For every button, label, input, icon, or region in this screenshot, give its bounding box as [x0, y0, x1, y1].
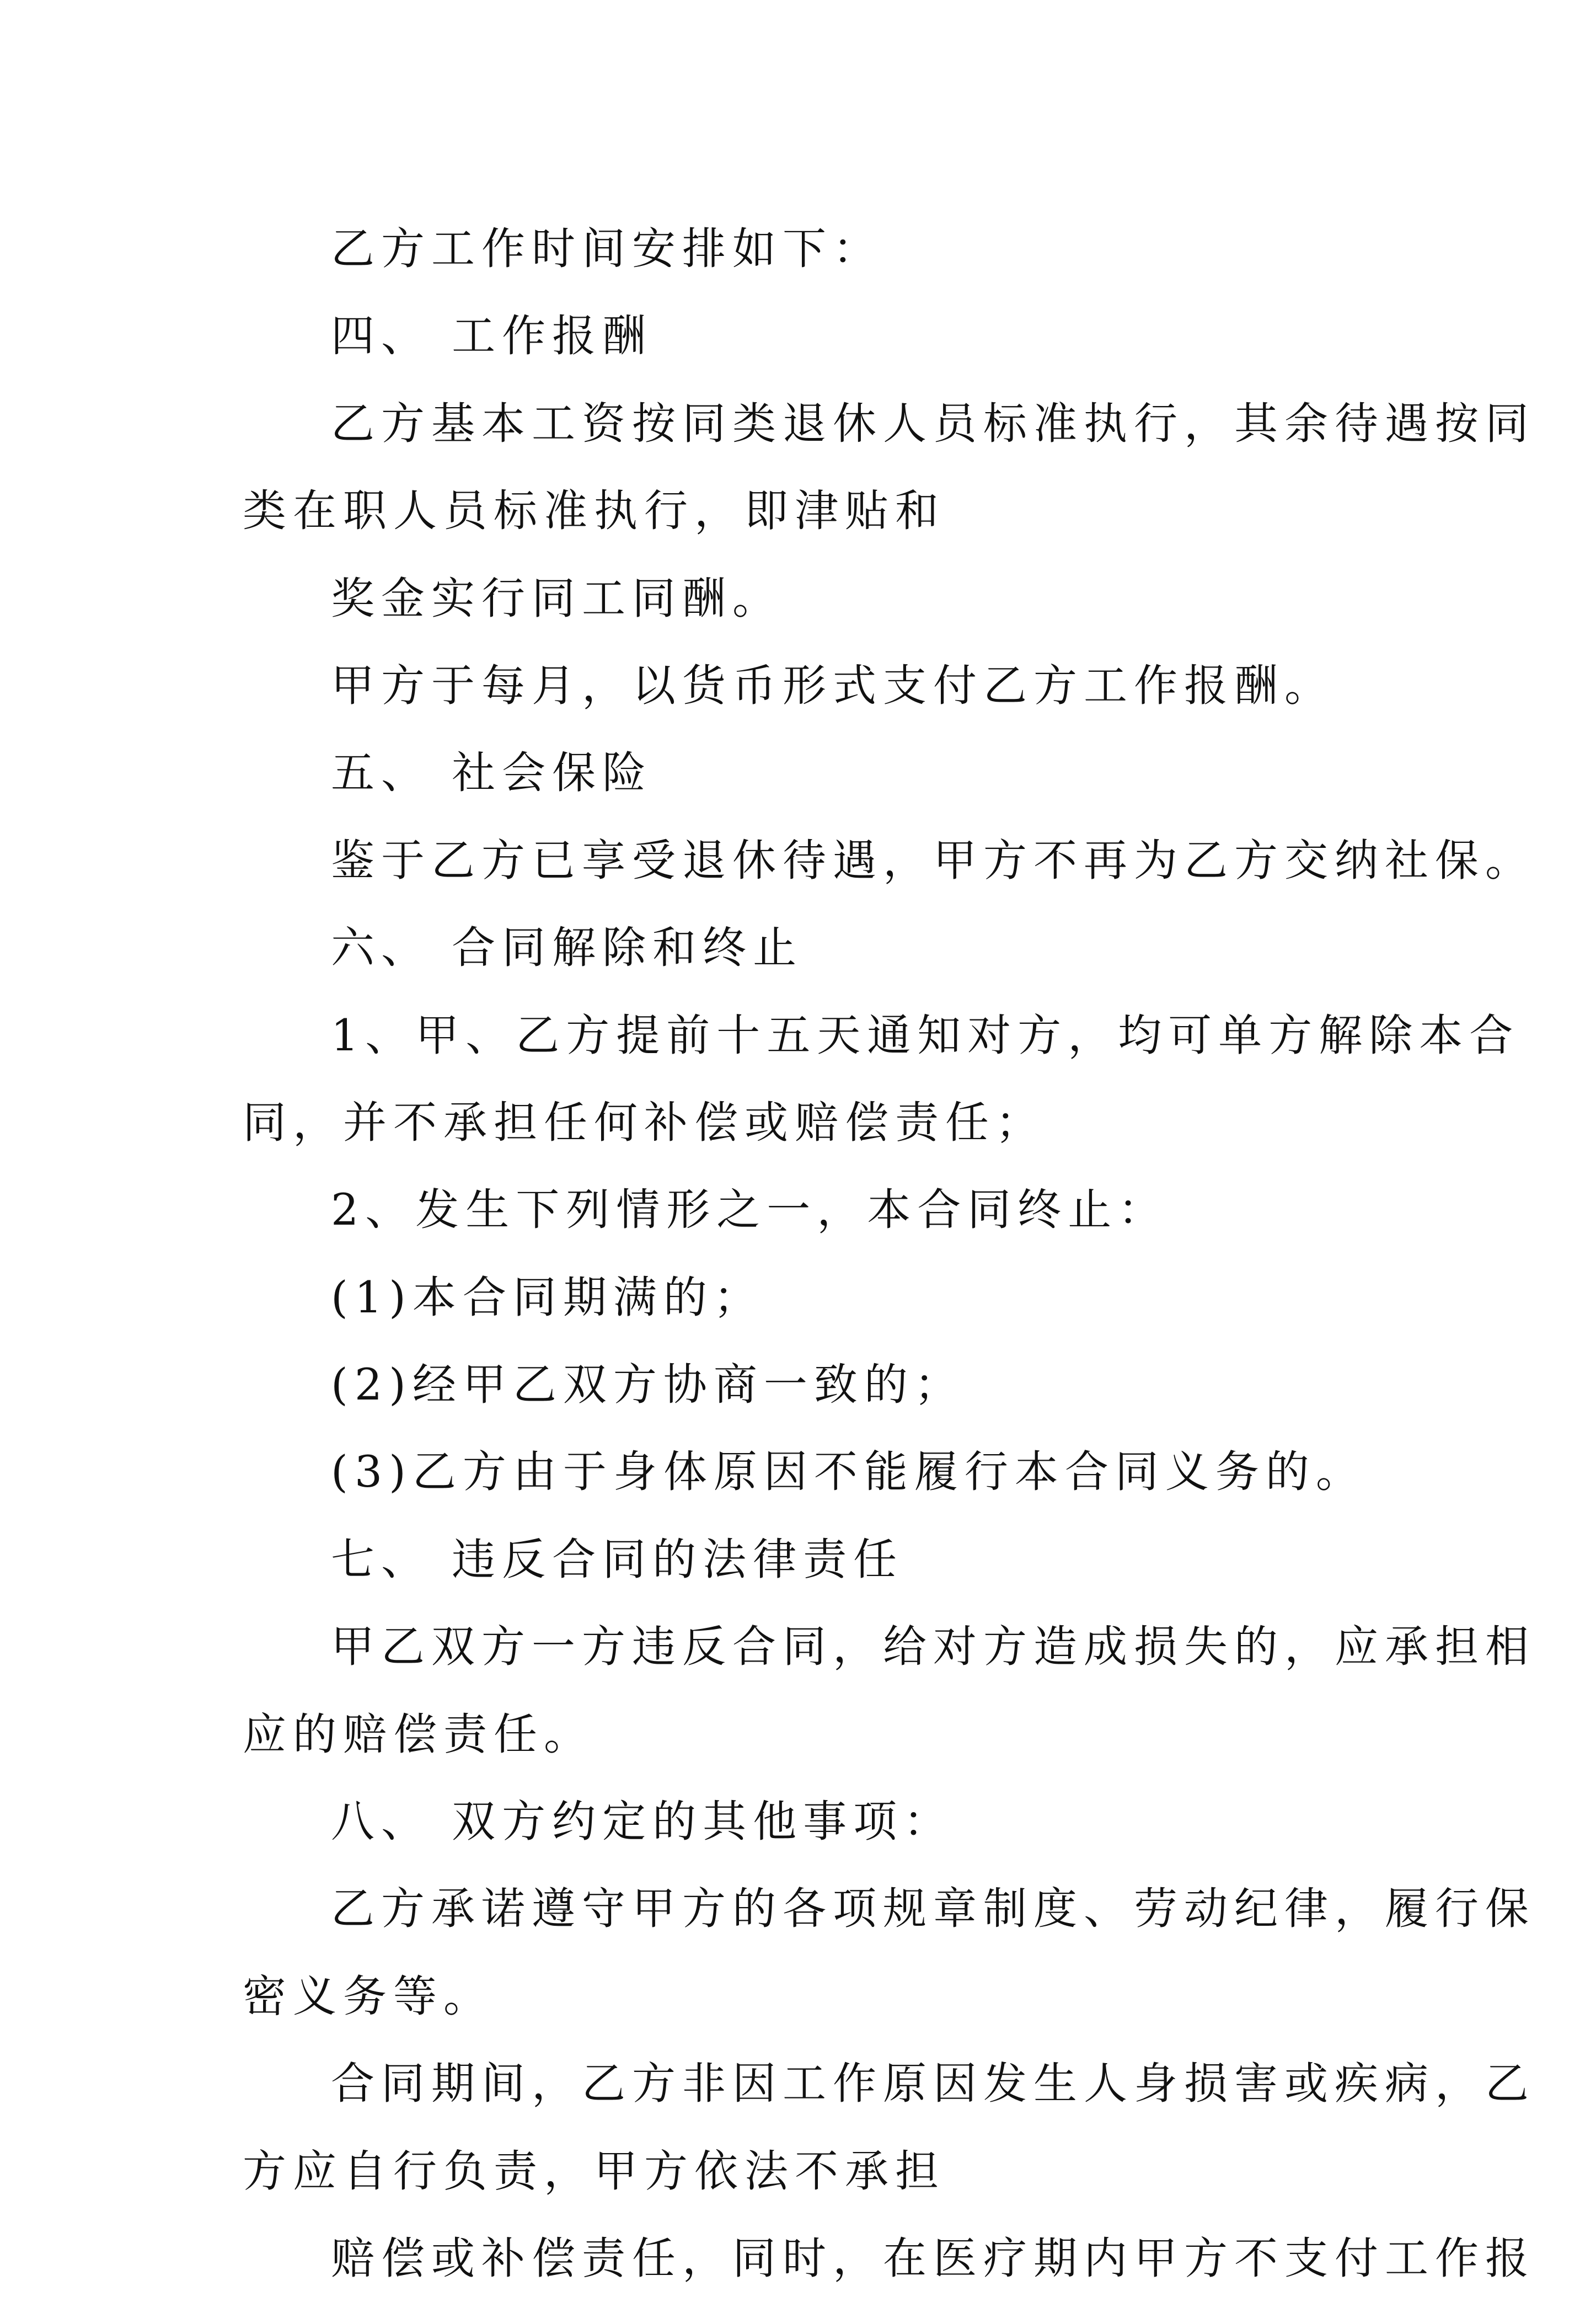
text-line: 乙方承诺遵守甲方的各项规章制度、劳动纪律，履行保: [331, 1883, 1535, 1935]
text-line: 合同期间，乙方非因工作原因发生人身损害或疾病，乙: [331, 2058, 1535, 2109]
text-line: 同，并不承担任何补偿或赔偿责任；: [243, 1097, 1046, 1148]
text-line: 鉴于乙方已享受退休待遇，甲方不再为乙方交纳社保。: [331, 835, 1535, 886]
text-line: 八、 双方约定的其他事项：: [331, 1796, 954, 1847]
text-line: 五、 社会保险: [331, 747, 653, 799]
text-line: (3)乙方由于身体原因不能履行本合同义务的。: [331, 1446, 1366, 1498]
text-line: 甲乙双方一方违反合同，给对方造成损失的，应承担相: [331, 1621, 1535, 1673]
text-line: 赔偿或补偿责任，同时，在医疗期内甲方不支付工作报: [331, 2232, 1535, 2284]
text-line: (1)本合同期满的；: [331, 1272, 764, 1323]
text-line: 方应自行负责，甲方依法不承担: [243, 2145, 945, 2197]
text-line: 七、 违反合同的法律责任: [331, 1534, 904, 1585]
text-line: 类在职人员标准执行，即津贴和: [243, 485, 945, 537]
text-line: 密义务等。: [243, 1970, 494, 2022]
text-line: 2、发生下列情形之一，本合同终止：: [331, 1184, 1169, 1236]
text-line: 1、甲、乙方提前十五天通知对方，均可单方解除本合: [331, 1010, 1520, 1061]
text-line: 应的赔偿责任。: [243, 1708, 594, 1760]
text-line: 六、 合同解除和终止: [331, 922, 804, 974]
document-body: [243, 205, 1535, 2302]
text-line: 乙方基本工资按同类退休人员标准执行，其余待遇按同: [331, 398, 1535, 449]
text-line: 奖金实行同工同酬。: [331, 573, 783, 624]
text-line: 乙方工作时间安排如下：: [331, 223, 883, 274]
text-line: 甲方于每月，以货币形式支付乙方工作报酬。: [331, 660, 1335, 711]
text-line: 四、 工作报酬: [331, 311, 653, 362]
text-line: (2)经甲乙双方协商一致的；: [331, 1359, 965, 1411]
